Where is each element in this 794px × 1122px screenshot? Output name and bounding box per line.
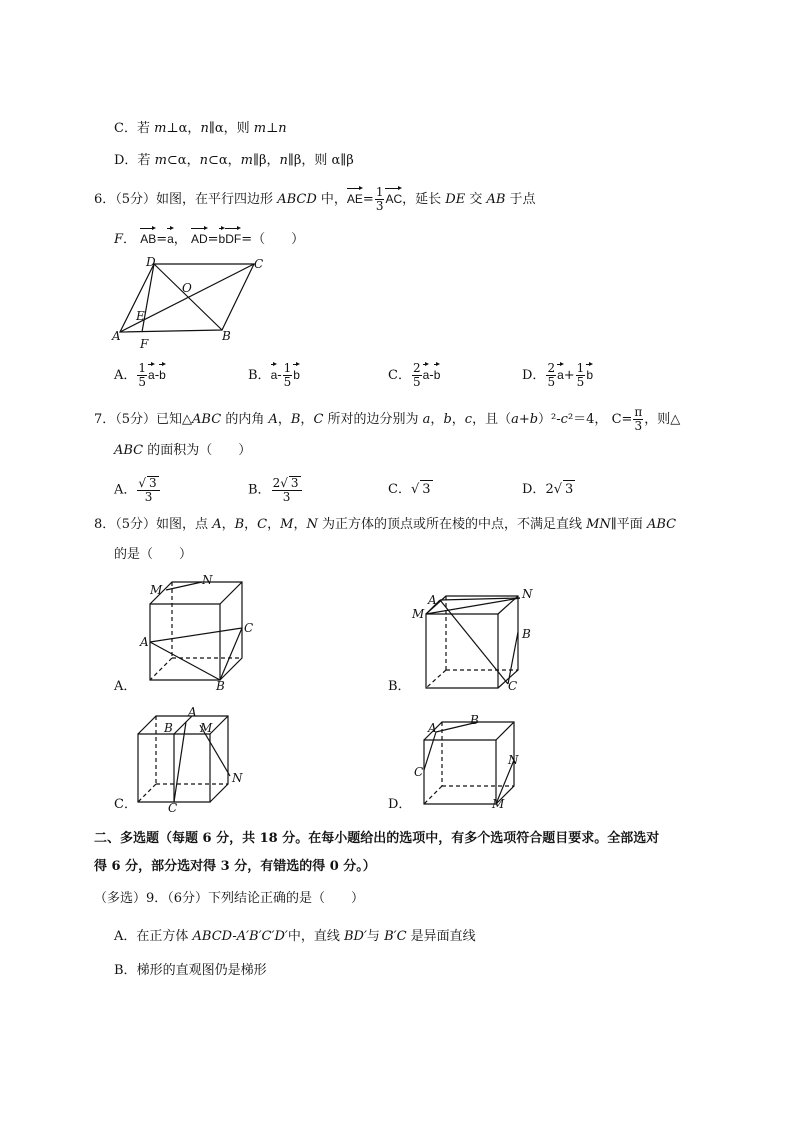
section2-line2: 得 6 分，部分选对得 3 分，有错选的得 0 分。） [94,859,376,874]
q8-option-b: B． [388,679,411,694]
svg-text:C: C [508,679,518,693]
label-D: D [146,255,156,269]
q7-stem-line1: 7．（5分）已知△ABC 的内角 A，B，C 所对的边分别为 a，b，c，且（a+b）²-c²＝4， C= $\frac{\pi}{3}$ ，则△ [94,405,681,433]
q8-cube-d [410,710,540,810]
q6-option-c: C． $\frac{2}{5}$ a-b [388,361,441,389]
label-F: F [140,337,149,351]
q8-option-c: C． [114,797,137,812]
label-C: C [254,257,264,271]
q5-option-d: D．若 m⊂α，n⊂α，m∥β，n∥β，则 α∥β [114,153,354,168]
svg-text:M: M [150,583,163,597]
q6-option-b: B．a- $\frac{1}{5}$ b [248,361,300,389]
svg-text:B: B [164,721,173,735]
svg-text:N: N [508,753,519,767]
q8-option-a: A． [114,679,137,694]
svg-text:A: A [140,635,149,649]
svg-text:M: M [412,607,425,621]
q6-stem-line1: 6．（5分）如图，在平行四边形 ABCD 中，AE= $\frac{1}{3}$ AC，延长 DE 交 AB 于点 [94,185,536,213]
svg-text:N: N [522,587,533,601]
q6-parallelogram-figure [108,252,278,352]
section2-line1: 二、多选题（每题 6 分，共 18 分。在每小题给出的选项中，有多个选项符合题目要求。全部选对 [94,831,660,846]
q7-option-d: D．2√ 3 [522,482,574,497]
svg-text:A: A [188,705,197,719]
svg-text:C: C [244,621,254,635]
q7-stem-line2: ABC 的面积为（ ） [114,443,252,458]
svg-text:B: B [470,713,479,727]
svg-text:N: N [232,771,243,785]
q8-cube-c [130,704,250,814]
q9-option-b: B．梯形的直观图仍是梯形 [114,963,267,978]
svg-text:A: A [428,721,437,735]
q7-option-a: A． $\frac{√ 3}{3}$ [114,476,161,504]
q6-option-a: A． $\frac{1}{5}$ a-b [114,361,166,389]
svg-text:C: C [414,765,424,779]
q9-stem: （多选）9．（6分）下列结论正确的是（ ） [94,891,365,906]
svg-text:C: C [168,801,178,814]
q7-option-c: C．√ 3 [388,482,431,497]
q5-option-c: C．若 m⊥α，n∥α，则 m⊥n [114,121,287,136]
label-E: E [136,309,145,323]
svg-text:M: M [200,721,213,735]
svg-text:M: M [492,797,505,810]
q8-option-d: D． [388,797,412,812]
svg-text:N: N [202,573,213,587]
label-O: O [182,281,192,295]
q6-stem-line2: F． AB=a， AD=bDF=（ ） [114,226,304,249]
q6-option-d: D． $\frac{2}{5}$ a+ $\frac{1}{5}$ b [522,361,593,389]
label-B: B [222,329,231,343]
q8-cube-a [136,570,266,690]
q8-stem-line2: 的是（ ） [114,547,193,562]
svg-text:A: A [428,593,437,607]
label-A: A [112,329,121,343]
svg-text:B: B [216,679,225,690]
q9-option-a: A．在正方体 ABCD-A′B′C′D′中，直线 BD′与 B′C 是异面直线 [114,929,476,944]
q8-stem-line1: 8．（5分）如图，点 A，B，C，M，N 为正方体的顶点或所在棱的中点，不满足直线 MN∥平面 ABC [94,517,677,532]
svg-text:B: B [522,627,531,641]
q8-cube-b [410,586,540,696]
q7-option-b: B． $\frac{2√ 3}{3}$ [248,476,303,504]
